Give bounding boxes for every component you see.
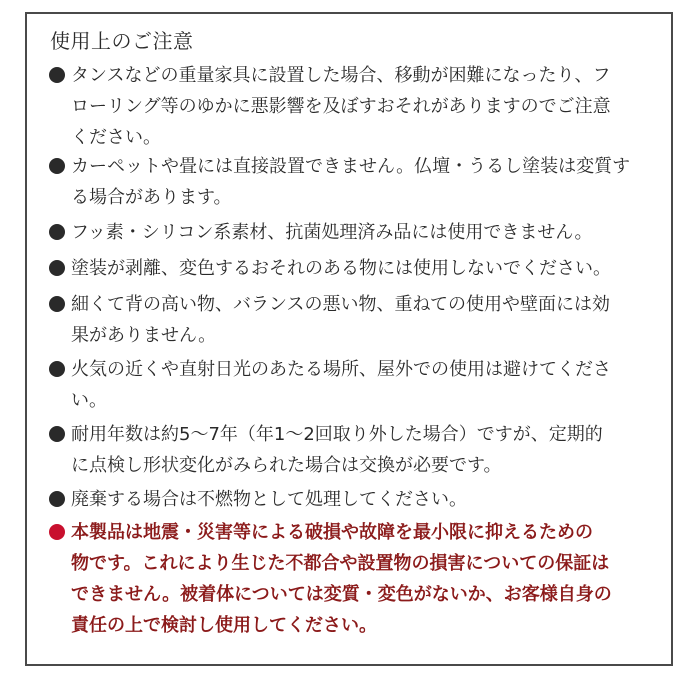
notice-line: に点検し形状変化がみられた場合は交換が必要です。 — [71, 455, 502, 476]
bullet-icon — [49, 224, 65, 240]
notice-item-heat — [47, 354, 659, 416]
notice-item-disposal — [47, 484, 659, 515]
notice-item-furniture — [47, 60, 659, 153]
bullet-icon — [49, 426, 65, 442]
notice-line: い。 — [71, 390, 107, 411]
bullet-icon — [49, 67, 65, 83]
notice-line: タンスなどの重量家具に設置した場合、移動が困難になったり、フ — [71, 65, 611, 86]
bullet-icon — [49, 296, 65, 312]
bullet-icon — [49, 260, 65, 276]
bullet-icon — [49, 491, 65, 507]
notice-item-tall-objects — [47, 289, 659, 351]
warning-bullet-icon — [49, 524, 65, 540]
notice-line: 細くて背の高い物、バランスの悪い物、重ねての使用や壁面には効 — [71, 294, 611, 315]
notice-item-lifespan — [47, 419, 659, 481]
notice-line: 本製品は地震・災害等による破損や故障を最小限に抑えるための — [71, 522, 593, 543]
notice-line: 火気の近くや直射日光のあたる場所、屋外での使用は避けてくださ — [71, 359, 611, 380]
notice-item-coating — [47, 253, 659, 284]
notice-line: カーペットや畳には直接設置できません。仏壇・うるし塗装は変質す — [71, 156, 631, 177]
notice-box — [25, 12, 673, 666]
bullet-icon — [49, 158, 65, 174]
notice-line: 耐用年数は約5～7年（年1～2回取り外した場合）ですが、定期的 — [71, 424, 603, 445]
notice-line: できません。被着体については変質・変色がないか、お客様自身の — [71, 584, 612, 605]
notice-line: る場合があります。 — [71, 187, 232, 208]
notice-item-carpet — [47, 151, 659, 213]
notice-line: フッ素・シリコン系素材、抗菌処理済み品には使用できません。 — [71, 222, 593, 243]
notice-line: ローリング等のゆかに悪影響を及ぼすおそれがありますのでご注意 — [71, 96, 611, 117]
notice-item-disclaimer — [47, 517, 659, 641]
bullet-icon — [49, 361, 65, 377]
notice-line: 塗装が剥離、変色するおそれのある物には使用しないでください。 — [71, 258, 611, 279]
notice-line: 責任の上で検討し使用してください。 — [71, 615, 377, 636]
notice-line: 果がありません。 — [71, 325, 217, 346]
notice-title: 使用上のご注意 — [50, 29, 194, 53]
notice-line: 廃棄する場合は不燃物として処理してください。 — [71, 489, 467, 510]
notice-line: ください。 — [71, 127, 161, 148]
notice-item-fluorine — [47, 217, 659, 248]
notice-line: 物です。これにより生じた不都合や設置物の損害についての保証は — [71, 553, 610, 574]
